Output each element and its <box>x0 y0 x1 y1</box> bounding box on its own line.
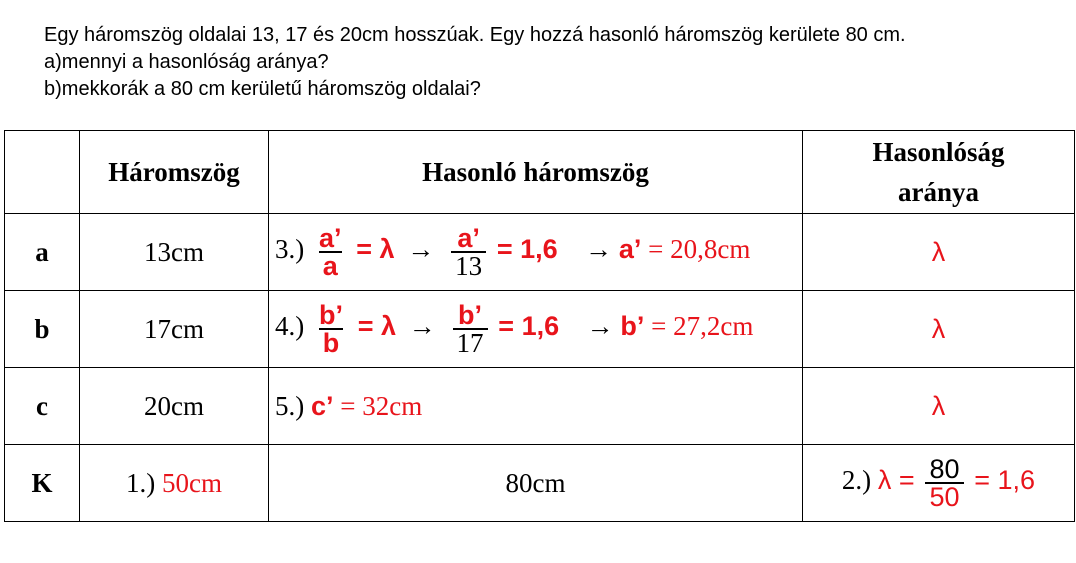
fraction-denominator: 17 <box>453 328 488 356</box>
fraction-numerator: a’ <box>319 223 342 253</box>
ratio-lhs: λ = <box>877 465 915 496</box>
row-label: K <box>5 445 80 522</box>
fraction-denominator: b <box>319 328 344 356</box>
step-number: 1.) <box>126 467 156 498</box>
similar-calculation <box>269 291 803 368</box>
table-row <box>5 214 1075 291</box>
result-variable: b’ <box>620 311 645 342</box>
side-value: 13cm <box>80 214 269 291</box>
fraction-numerator: a’ <box>457 223 480 253</box>
result-value: = 32cm <box>340 390 423 421</box>
perimeter-similar: 80cm <box>269 445 803 522</box>
fraction <box>315 225 346 279</box>
table-row <box>5 445 1075 522</box>
equals-lambda: = λ <box>356 234 395 265</box>
ratio-rhs: = 1,6 <box>974 465 1036 496</box>
equals-lambda: = λ <box>357 311 397 342</box>
perimeter-original <box>80 445 269 522</box>
side-value: 20cm <box>80 368 269 445</box>
problem-line-2: a)mennyi a hasonlóság aránya? <box>44 51 329 73</box>
fraction-denominator: 13 <box>451 251 486 279</box>
fraction <box>453 302 488 356</box>
ratio-lambda: λ <box>803 291 1075 368</box>
row-label: c <box>5 368 80 445</box>
row-label: a <box>5 214 80 291</box>
perimeter-value: 50cm <box>162 467 222 498</box>
fraction <box>451 225 486 279</box>
header-row <box>5 131 1075 214</box>
similar-calculation <box>269 368 803 445</box>
arrow: → <box>585 234 613 265</box>
step-number: 2.) <box>841 465 872 496</box>
header-ratio-line1: Hasonlóság <box>872 137 1005 167</box>
fraction <box>925 456 963 510</box>
arrow: → <box>407 234 435 265</box>
arrow: → <box>586 311 614 342</box>
equals-value: = 1,6 <box>498 311 560 342</box>
side-value: 17cm <box>80 291 269 368</box>
table-row <box>5 291 1075 368</box>
result-value: = 27,2cm <box>651 311 754 342</box>
fraction-numerator: b’ <box>458 300 483 330</box>
header-ratio-line2: aránya <box>898 177 979 207</box>
fraction-denominator: a <box>319 251 342 279</box>
header-similar-triangle: Hasonló háromszög <box>269 131 803 214</box>
result-value: = 20,8cm <box>648 234 751 265</box>
similar-calculation <box>269 214 803 291</box>
fraction-numerator: 80 <box>929 454 960 484</box>
problem-statement <box>44 22 906 103</box>
header-empty <box>5 131 80 214</box>
equals-value: = 1,6 <box>496 234 558 265</box>
ratio-lambda: λ <box>803 368 1075 445</box>
table-row <box>5 368 1075 445</box>
header-ratio <box>803 131 1075 214</box>
header-triangle: Háromszög <box>80 131 269 214</box>
result-variable: c’ <box>311 390 334 421</box>
step-number: 5.) <box>275 390 305 421</box>
ratio-lambda: λ <box>803 214 1075 291</box>
step-number: 4.) <box>275 311 305 342</box>
problem-line-3: b)mekkorák a 80 cm kerületű háromszög oldalai? <box>44 78 481 100</box>
fraction <box>315 302 347 356</box>
step-number: 3.) <box>275 234 305 265</box>
similarity-table <box>4 130 1075 522</box>
row-label: b <box>5 291 80 368</box>
fraction-numerator: b’ <box>319 300 343 330</box>
result-variable: a’ <box>618 234 642 265</box>
fraction-denominator: 50 <box>925 482 963 510</box>
arrow: → <box>408 311 436 342</box>
problem-line-1: Egy háromszög oldalai 13, 17 és 20cm hosszúak. Egy hozzá hasonló háromszög kerülete 80 cm. <box>44 24 906 46</box>
ratio-calculation <box>803 445 1075 522</box>
